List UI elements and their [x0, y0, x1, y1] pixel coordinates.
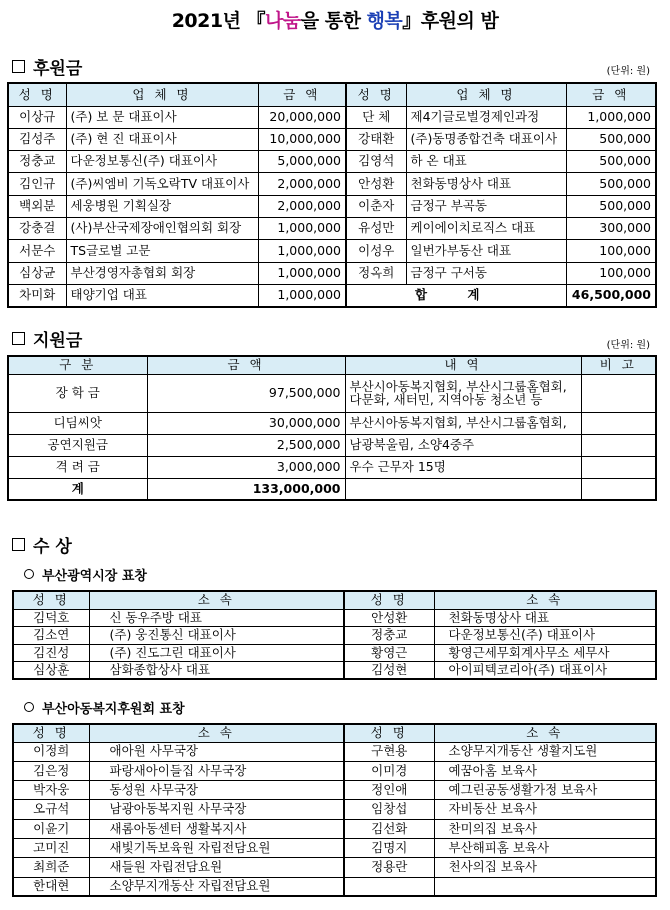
table-row — [13, 800, 656, 819]
awardee-name: 황영근 — [344, 644, 434, 662]
table-row — [13, 644, 656, 662]
table-row — [13, 761, 656, 780]
support-detail: 부산시아동복지협회, 부산시그룹홈협회, — [345, 412, 581, 434]
awardee-affiliation: 황영근세무회계사무소 세무사 — [434, 644, 656, 662]
column-header: 성 명 — [346, 83, 406, 106]
column-header: 소 속 — [89, 591, 344, 609]
donor-name: 이상규 — [8, 106, 66, 128]
support-category: 장 학 금 — [8, 374, 147, 412]
donor-amount: 100,000 — [566, 240, 656, 262]
donor-name: 백외분 — [8, 195, 66, 217]
donation-heading: 후원금 — [12, 54, 82, 79]
support-amount: 2,500,000 — [147, 434, 345, 456]
support-note — [581, 374, 656, 412]
awardee-name: 안성환 — [344, 609, 434, 627]
awardee-affiliation: 찬미의집 보육사 — [434, 819, 656, 838]
column-header: 업 체 명 — [66, 83, 258, 106]
donor-amount: 2,000,000 — [258, 173, 346, 195]
donor-amount: 500,000 — [566, 195, 656, 217]
column-header: 소 속 — [434, 591, 656, 609]
awardee-affiliation: 천사의집 보육사 — [434, 858, 656, 877]
donor-company: (주)동명종합건축 대표이사 — [406, 128, 566, 150]
table-row — [8, 173, 656, 195]
donor-company: (주)씨엠비 기독오락TV 대표이사 — [66, 173, 258, 195]
awardee-name: 오규석 — [13, 800, 89, 819]
support-header-row — [8, 356, 656, 374]
column-header: 비 고 — [581, 356, 656, 374]
support-detail: 부산시아동복지협회, 부산시그룹홈협회, 다문화, 새터민, 지역아동 청소년 등 — [345, 374, 581, 412]
awardee-affiliation: 부산해피홈 보육사 — [434, 838, 656, 857]
awardee-affiliation: 예꿈아홈 보육사 — [434, 761, 656, 780]
table-row — [8, 151, 656, 173]
donor-name: 심상균 — [8, 262, 66, 284]
donor-name: 강충걸 — [8, 217, 66, 239]
awardee-affiliation: 신 동우주방 대표 — [89, 609, 344, 627]
awardee-affiliation: 새빛기독보육원 자립전담요원 — [89, 838, 344, 857]
awardee-affiliation: 아이피텍코리아(주) 대표이사 — [434, 662, 656, 680]
awardee-name: 김소연 — [13, 627, 89, 645]
awardee-affiliation: 소양무지개동산 자립전담요원 — [89, 877, 344, 896]
total-row — [8, 478, 656, 500]
donor-name: 차미화 — [8, 284, 66, 306]
donor-amount: 20,000,000 — [258, 106, 346, 128]
table-row — [13, 627, 656, 645]
awardee-name: 이미경 — [344, 761, 434, 780]
donation-table — [7, 82, 657, 308]
awardee-affiliation: 애아원 사무국장 — [89, 742, 344, 761]
donor-name: 김성주 — [8, 128, 66, 150]
support-amount: 3,000,000 — [147, 456, 345, 478]
awardee-name: 정충교 — [344, 627, 434, 645]
donor-company: 다운정보통신(주) 대표이사 — [66, 151, 258, 173]
checkbox-square-icon — [12, 332, 25, 345]
support-category: 격 려 금 — [8, 456, 147, 478]
column-header: 구 분 — [8, 356, 147, 374]
donor-amount: 500,000 — [566, 151, 656, 173]
table-row — [8, 262, 656, 284]
table-row — [8, 456, 656, 478]
donor-amount: 1,000,000 — [258, 262, 346, 284]
table-row — [13, 609, 656, 627]
table-row — [13, 838, 656, 857]
donor-name: 강태환 — [346, 128, 406, 150]
column-header: 내 역 — [345, 356, 581, 374]
donor-company: 금정구 구서동 — [406, 262, 566, 284]
column-header: 소 속 — [434, 724, 656, 742]
title-nanum: 나눔 — [265, 10, 301, 32]
awardee-affiliation: 자비동산 보육사 — [434, 800, 656, 819]
support-category: 디딤씨앗 — [8, 412, 147, 434]
donor-name: 안성환 — [346, 173, 406, 195]
support-detail: 남광북울림, 소양4중주 — [345, 434, 581, 456]
donor-company: 천화동명상사 대표 — [406, 173, 566, 195]
support-note — [581, 456, 656, 478]
awardee-affiliation: 소양무지개동산 생활지도원 — [434, 742, 656, 761]
circle-bullet-icon — [24, 702, 34, 712]
awardee-name: 구현용 — [344, 742, 434, 761]
welfare-award-table — [12, 723, 657, 897]
donor-company: 세웅병원 기획실장 — [66, 195, 258, 217]
donor-amount: 1,000,000 — [258, 240, 346, 262]
awardee-name: 김은정 — [13, 761, 89, 780]
table-row — [13, 662, 656, 680]
awardee-name: 고미진 — [13, 838, 89, 857]
donor-amount: 2,000,000 — [258, 195, 346, 217]
donor-company: (사)부산국제장애인협의회 회장 — [66, 217, 258, 239]
welfare-award-heading: 부산아동복지후원회 표창 — [24, 698, 185, 717]
donor-amount: 1,000,000 — [258, 284, 346, 306]
table-row — [13, 819, 656, 838]
donor-amount: 300,000 — [566, 217, 656, 239]
total-label: 합 계 — [346, 284, 566, 306]
support-note — [581, 434, 656, 456]
page-title: 2021년 『나눔을 통한 행복』후원의 밤 — [171, 10, 499, 32]
donor-company: TS글로벌 고문 — [66, 240, 258, 262]
support-note — [581, 412, 656, 434]
awardee-name: 김덕호 — [13, 609, 89, 627]
awardee-name: 한대현 — [13, 877, 89, 896]
donor-amount: 100,000 — [566, 262, 656, 284]
awardee-name: 김명지 — [344, 838, 434, 857]
checkbox-square-icon — [12, 538, 25, 551]
awardee-name: 최희준 — [13, 858, 89, 877]
donation-unit: (단위: 원) — [606, 66, 650, 77]
column-header: 성 명 — [8, 83, 66, 106]
donor-amount: 1,000,000 — [258, 217, 346, 239]
awardee-affiliation: 새들원 자립전담요원 — [89, 858, 344, 877]
table-row — [8, 240, 656, 262]
table-row — [13, 742, 656, 761]
table-row — [8, 106, 656, 128]
checkbox-square-icon — [12, 60, 25, 73]
awardee-name: 김진성 — [13, 644, 89, 662]
awardee-affiliation: 새롬아동센터 생활복지사 — [89, 819, 344, 838]
award-header-row — [13, 724, 656, 742]
total-amount: 133,000,000 — [147, 478, 345, 500]
table-row — [8, 128, 656, 150]
donor-company: 제4기글로벌경제인과정 — [406, 106, 566, 128]
circle-bullet-icon — [24, 569, 34, 579]
column-header: 소 속 — [89, 724, 344, 742]
donor-amount: 1,000,000 — [566, 106, 656, 128]
table-row — [13, 858, 656, 877]
donor-name: 정옥희 — [346, 262, 406, 284]
award-heading: 수 상 — [12, 532, 72, 557]
column-header: 성 명 — [13, 724, 89, 742]
donor-amount: 10,000,000 — [258, 128, 346, 150]
awardee-name — [344, 877, 434, 896]
donor-company: 일번가부동산 대표 — [406, 240, 566, 262]
donor-name: 이성우 — [346, 240, 406, 262]
table-row — [13, 877, 656, 896]
mayor-award-heading: 부산광역시장 표창 — [24, 565, 147, 584]
column-header: 금 액 — [566, 83, 656, 106]
awardee-affiliation: (주) 웅진통신 대표이사 — [89, 627, 344, 645]
awardee-name: 이정희 — [13, 742, 89, 761]
table-row — [13, 781, 656, 800]
mayor-award-table — [12, 590, 657, 680]
awardee-name: 임창섭 — [344, 800, 434, 819]
column-header: 금 액 — [147, 356, 345, 374]
donor-name: 단 체 — [346, 106, 406, 128]
column-header: 금 액 — [258, 83, 346, 106]
donor-company: (주) 현 진 대표이사 — [66, 128, 258, 150]
awardee-affiliation — [434, 877, 656, 896]
awardee-name: 이윤기 — [13, 819, 89, 838]
table-row — [8, 434, 656, 456]
table-row — [8, 412, 656, 434]
column-header: 성 명 — [13, 591, 89, 609]
awardee-affiliation: 파랑새아이들집 사무국장 — [89, 761, 344, 780]
donor-name: 이춘자 — [346, 195, 406, 217]
awardee-affiliation: 삼화종합상사 대표 — [89, 662, 344, 680]
awardee-name: 김성현 — [344, 662, 434, 680]
support-amount: 30,000,000 — [147, 412, 345, 434]
award-header-row — [13, 591, 656, 609]
donor-name: 김영석 — [346, 151, 406, 173]
donor-company: 태양기업 대표 — [66, 284, 258, 306]
table-row — [8, 195, 656, 217]
column-header: 업 체 명 — [406, 83, 566, 106]
table-row — [8, 284, 656, 306]
total-label: 계 — [8, 478, 147, 500]
awardee-name: 박자웅 — [13, 781, 89, 800]
support-note — [581, 478, 656, 500]
donor-company: (주) 보 문 대표이사 — [66, 106, 258, 128]
donor-name: 김인규 — [8, 173, 66, 195]
donor-name: 정충교 — [8, 151, 66, 173]
total-amount: 46,500,000 — [566, 284, 656, 306]
awardee-affiliation: (주) 진도그린 대표이사 — [89, 644, 344, 662]
support-category: 공연지원금 — [8, 434, 147, 456]
donor-company: 금정구 부곡동 — [406, 195, 566, 217]
donation-header-row — [8, 83, 656, 106]
donor-name: 유성만 — [346, 217, 406, 239]
awardee-affiliation: 다운정보통신(주) 대표이사 — [434, 627, 656, 645]
donor-company: 하 온 대표 — [406, 151, 566, 173]
awardee-affiliation: 천화동명상사 대표 — [434, 609, 656, 627]
column-header: 성 명 — [344, 591, 434, 609]
donor-company: 케이에이치로직스 대표 — [406, 217, 566, 239]
awardee-affiliation: 동성원 사무국장 — [89, 781, 344, 800]
awardee-name: 김선화 — [344, 819, 434, 838]
awardee-name: 심상훈 — [13, 662, 89, 680]
support-amount: 97,500,000 — [147, 374, 345, 412]
support-heading: 지원금 — [12, 326, 82, 351]
title-haengbok: 행복 — [366, 10, 403, 32]
support-table — [7, 355, 657, 501]
column-header: 성 명 — [344, 724, 434, 742]
awardee-affiliation: 남광아동복지원 사무국장 — [89, 800, 344, 819]
donor-name: 서문수 — [8, 240, 66, 262]
donor-amount: 500,000 — [566, 128, 656, 150]
donor-amount: 500,000 — [566, 173, 656, 195]
awardee-name: 정인애 — [344, 781, 434, 800]
table-row — [8, 374, 656, 412]
support-detail: 우수 근무자 15명 — [345, 456, 581, 478]
table-row — [8, 217, 656, 239]
awardee-name: 정용란 — [344, 858, 434, 877]
awardee-affiliation: 예그린공동생활가정 보육사 — [434, 781, 656, 800]
donor-company: 부산경영자총협회 회장 — [66, 262, 258, 284]
support-detail — [345, 478, 581, 500]
donor-amount: 5,000,000 — [258, 151, 346, 173]
support-unit: (단위: 원) — [606, 340, 650, 351]
